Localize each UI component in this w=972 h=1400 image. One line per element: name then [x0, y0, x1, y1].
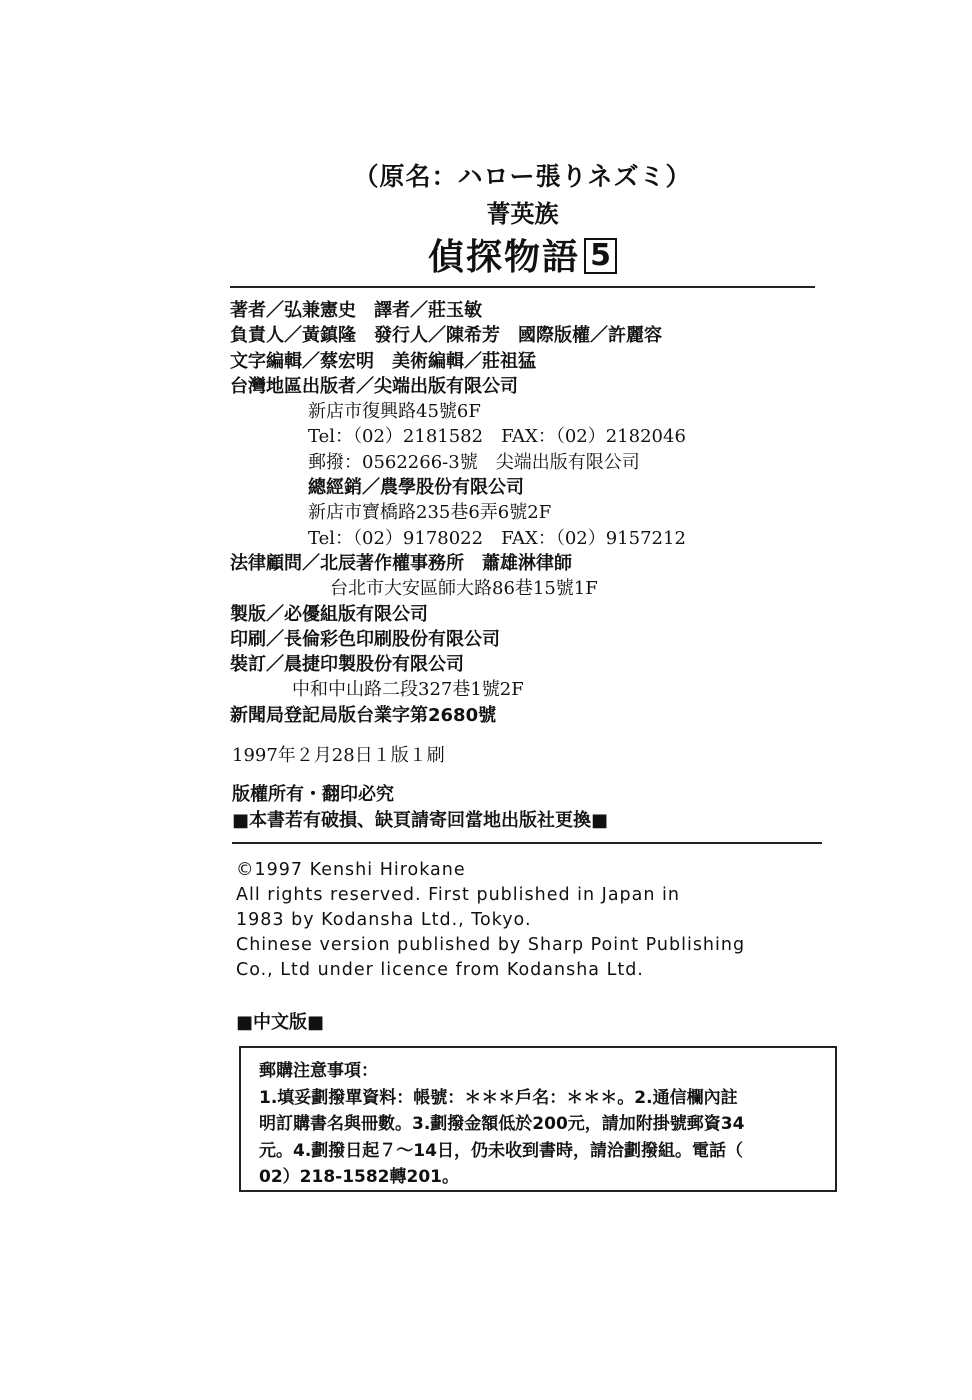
registration-number: 新聞局登記局版台業字第2680號: [230, 704, 497, 726]
mail-order-notice: [239, 1046, 837, 1192]
series-name: 菁英族: [486, 200, 559, 228]
title-block: [230, 158, 815, 284]
publisher-phone-fax: Tel：（02）2181582 FAX：（02）2182046: [308, 426, 686, 448]
distributor-address: 新店市寶橋路235巷6弄6號2F: [308, 502, 552, 524]
credits-block: [230, 298, 830, 728]
english-line: ©1997 Kenshi Hirokane: [236, 860, 466, 880]
english-line: Chinese version published by Sharp Point Publishing: [236, 935, 746, 955]
chinese-edition-label: ■中文版■: [236, 1012, 325, 1033]
publisher-postal-account: 郵撥：0562266-3號 尖端出版有限公司: [308, 451, 640, 473]
credit-line: 台灣地區出版者／尖端出版有限公司: [230, 375, 518, 397]
notice-title: 郵購注意事項：: [259, 1061, 378, 1081]
rights-block: [232, 782, 608, 834]
book-title: 偵探物語: [428, 237, 581, 278]
header-divider: [230, 286, 815, 288]
book-title-line: [230, 232, 815, 284]
english-copyright: [236, 858, 745, 983]
credit-line: 負責人／黃鎮隆 發行人／陳希芳 國際版權／許麗容: [230, 325, 662, 347]
credit-line: 文字編輯／蔡宏明 美術編輯／莊祖猛: [230, 350, 536, 372]
english-line: All rights reserved. First published in Japan in: [236, 885, 680, 905]
legal-counsel: 法律顧問／北辰著作權事務所 蕭雄淋律師: [230, 552, 572, 574]
notice-line: 元。4.劃撥日起７～14日，仍未收到書時，請洽劃撥組。電話（: [259, 1140, 743, 1161]
defect-return-notice: ■本書若有破損、缺頁請寄回當地出版社更換■: [232, 810, 609, 831]
notice-line: 1.填妥劃撥單資料：帳號：＊＊＊戶名：＊＊＊。2.通信欄內註: [259, 1087, 738, 1108]
english-line: Co., Ltd under licence from Kodansha Ltd.: [236, 960, 644, 980]
binder-address: 中和中山路二段327巷1號2F: [292, 679, 524, 701]
distributor-phone-fax: Tel：（02）9178022 FAX：（02）9157212: [308, 527, 686, 549]
volume-number: 5: [584, 238, 617, 274]
distributor: 總經銷／農學股份有限公司: [308, 477, 524, 499]
legal-address: 台北市大安區師大路86巷15號1F: [330, 578, 598, 600]
printer: 印刷／長倫彩色印刷股份有限公司: [230, 628, 500, 650]
notice-line: 02）218-1582轉201。: [259, 1167, 459, 1187]
english-line: 1983 by Kodansha Ltd., Tokyo.: [236, 910, 532, 930]
publisher-address: 新店市復興路45號6F: [308, 401, 481, 423]
binder: 裝訂／晨捷印製股份有限公司: [230, 654, 464, 676]
credit-line: 著者／弘兼憲史 譯者／莊玉敏: [230, 300, 482, 321]
plate-maker: 製版／必優組版有限公司: [230, 603, 428, 625]
copyright-notice: 版權所有・翻印必究: [232, 784, 394, 805]
original-title: （原名：ハロー張りネズミ）: [353, 162, 692, 191]
notice-line: 明訂購書名與冊數。3.劃撥金額低於200元，請加附掛號郵資34: [259, 1114, 745, 1134]
edition-date: 1997年２月28日１版１刷: [232, 745, 445, 766]
rights-divider: [232, 842, 822, 844]
